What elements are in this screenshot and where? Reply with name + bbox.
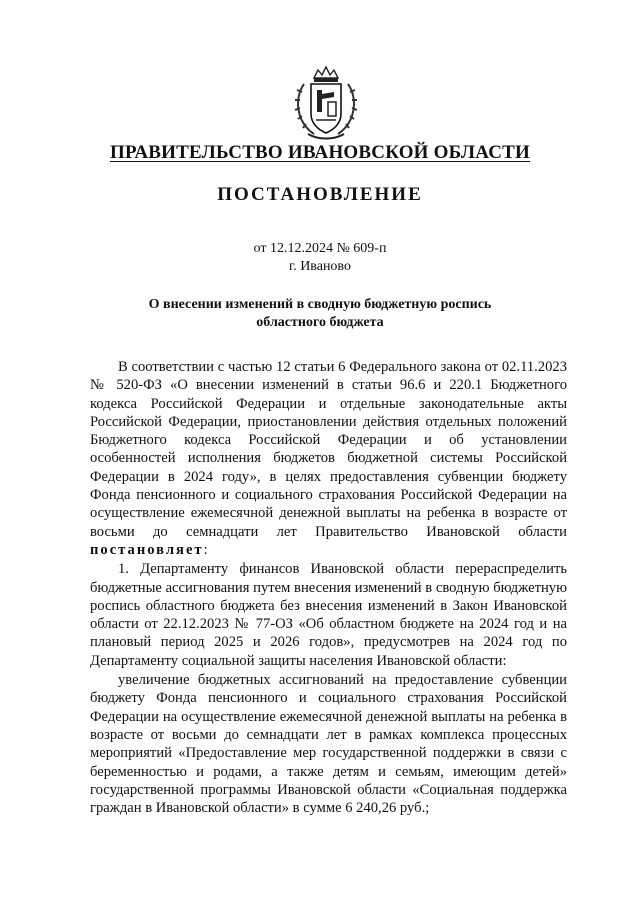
decree-colon: :	[203, 541, 208, 558]
item-1-paragraph: 1. Департаменту финансов Ивановской области перераспределить бюджетные ассигнования путем внесения изменений в сводную бюджетную роспись областного бюджета без внесения изменений в Закон Ивановской области от 22.12.2023 № 77-ОЗ «Об областном бюджете на 2024 год и на плановый период 2025 и 2026 годов», предусмотрев на 2024 год по Департаменту социальной защиты населения Ивановской области:	[90, 561, 567, 669]
coat-of-arms-emblem	[292, 64, 360, 140]
title-line-1: О внесении изменений в сводную бюджетную роспись	[148, 297, 492, 312]
decree-word: постановляет	[90, 541, 204, 558]
city: г. Иваново	[289, 259, 351, 274]
document-title	[0, 296, 640, 332]
date-number: от 12.12.2024 № 609-п	[253, 241, 387, 256]
preamble-paragraph	[90, 358, 567, 559]
title-line-2: областного бюджета	[256, 315, 384, 330]
organization-name: ПРАВИТЕЛЬСТВО ИВАНОВСКОЙ ОБЛАСТИ	[110, 142, 530, 163]
document-type: ПОСТАНОВЛЕНИЕ	[217, 184, 423, 205]
preamble-text: В соответствии с частью 12 статьи 6 Федерального закона от 02.11.2023 № 520-ФЗ «О внесении изменений в статьи 96.6 и 220.1 Бюджетного кодекса Российской Федерации и отдельные законодательные акты Российской Федерации, приостановлении действия отдельных положений Бюджетного кодекса Российской Федерации и об установлении особенностей исполнения бюджетов бюджетной системы Российской Федерации в 2024 году», в целях предоставления субвенции бюджету Фонда пенсионного и социального страхования Российской Федерации на осуществление ежемесячной денежной выплаты на ребенка в возрасте от восьми до семнадцати лет Правительство Ивановской области	[90, 359, 567, 540]
document-body	[90, 358, 567, 817]
item-1-subparagraph: увеличение бюджетных ассигнований на предоставление субвенции бюджету Фонда пенсионного и социального страхования Российской Федерации на осуществление ежемесячной денежной выплаты на ребенка в возрасте от восьми до семнадцати лет в рамках комплекса процессных мероприятий «Предоставление мер государственной поддержки в связи с беременностью и родами, а также детям и семьям, имеющим детей» государственной программы Ивановской области «Социальная поддержка граждан в Ивановской области» в сумме 6 240,26 руб.;	[90, 672, 567, 817]
date-number-block	[0, 240, 640, 276]
